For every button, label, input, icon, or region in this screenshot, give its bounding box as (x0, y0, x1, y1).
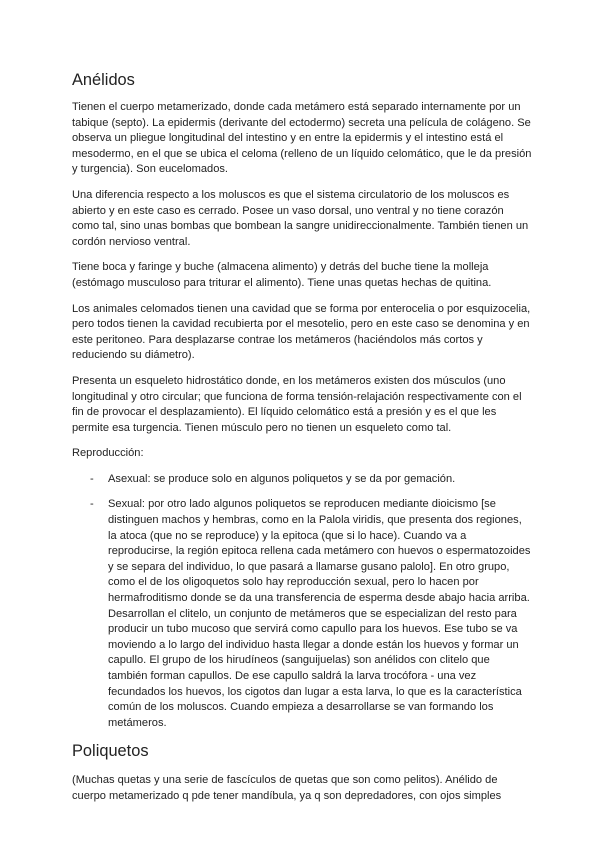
paragraph: (Muchas quetas y una serie de fascículos de quetas que son como pelitos). Anélido de cuerpo metamerizado q pde tener mandíbula, ya q son depredadores, con ojos simples (72, 774, 502, 802)
bullet-dash: - (90, 472, 94, 485)
list-item-text: Sexual: por otro lado algunos poliquetos se reproducen mediante dioicismo [se distinguen machos y hembras, como en la Palola viridis, que presenta dos regiones, la atoca (que no se reproduce) y la epitoca (que si lo hace). Cuando va a reproducirse, la región epitoca rellena cada metámero con huevos o espermatozoides y se separa del individuo, lo que pasará a llamarse gusano palolo]. En otro grupo, como el de los oligoquetos solo hay reproducción sexual, pero lo hacen por hermafroditismo donde se da una transferencia de esperma desde abajo hacia arriba. Desarrollan el clitelo, un conjunto de metámeros que se especializan del resto para producir un tubo mucoso que servirá como capullo para los huevos. Ese tubo se va moviendo a lo largo del individuo hasta llegar a donde están los huevos y formar un capullo. El grupo de los hirudíneos (sanguijuelas) son anélidos con clitelo que también forman capullos. De ese capullo saldrá la larva trocófora - una vez fecundados los huevos, los cigotos dan lugar a esta larva, lo que es la característica común de los moluscos. Cuando empieza a desarrollarse se van formando los metámeros. (108, 498, 531, 729)
document-content (72, 70, 532, 815)
bullet-dash: - (90, 498, 94, 511)
heading-poliquetos: Poliquetos (72, 742, 149, 761)
list-item-asexual (72, 472, 532, 488)
paragraph: Los animales celomados tienen una cavidad que se forma por enterocelia o por esquizocelia, pero todos tienen la cavidad recubierta por el mesotelio, pero en este caso se denomina y en este peritoneo. Para desplazarse contrae los metámeros (haciéndolos más cortos y reduciendo su diámetro). (72, 302, 531, 362)
list-item-text: Asexual: se produce solo en algunos poliquetos y se da por gemación. (108, 472, 456, 485)
paragraph: Tiene boca y faringe y buche (almacena alimento) y detrás del buche tiene la molleja (estómago musculoso para triturar el alimento). Tiene unas quetas hechas de quitina. (72, 261, 492, 289)
heading-anelidos: Anélidos (72, 71, 135, 89)
reproduction-label: Reproducción: (72, 447, 144, 460)
reproduction-list (72, 472, 532, 732)
paragraph: Presenta un esqueleto hidrostático donde, en los metámeros existen dos músculos (uno longitudinal y otro circular; que funciona de forma tensión-relajación respectivamente con el fin de provocar el desplazamiento). El líquido celomático está a presión y es el que les permite esa turgencia. Tienen músculo pero no tienen un esqueleto como tal. (72, 374, 522, 434)
paragraph: Tienen el cuerpo metamerizado, donde cada metámero está separado internamente por un tabique (septo). La epidermis (derivante del ectodermo) secreta una película de colágeno. Se observa un pliegue longitudinal del intestino y en entre la epidermis y el intestino está el mesodermo, en el que se ubica el celoma (relleno de un líquido celomático, que le da presión y turgencia). Son eucelomados. (72, 101, 532, 176)
paragraph: Una diferencia respecto a los moluscos es que el sistema circulatorio de los moluscos es abierto y en este caso es cerrado. Posee un vaso dorsal, uno ventral y no tiene corazón como tal, sino unas bombas que bombean la sangre unidireccionalmente. También tienen un cordón nervioso ventral. (72, 188, 529, 248)
list-item-sexual (72, 497, 532, 731)
